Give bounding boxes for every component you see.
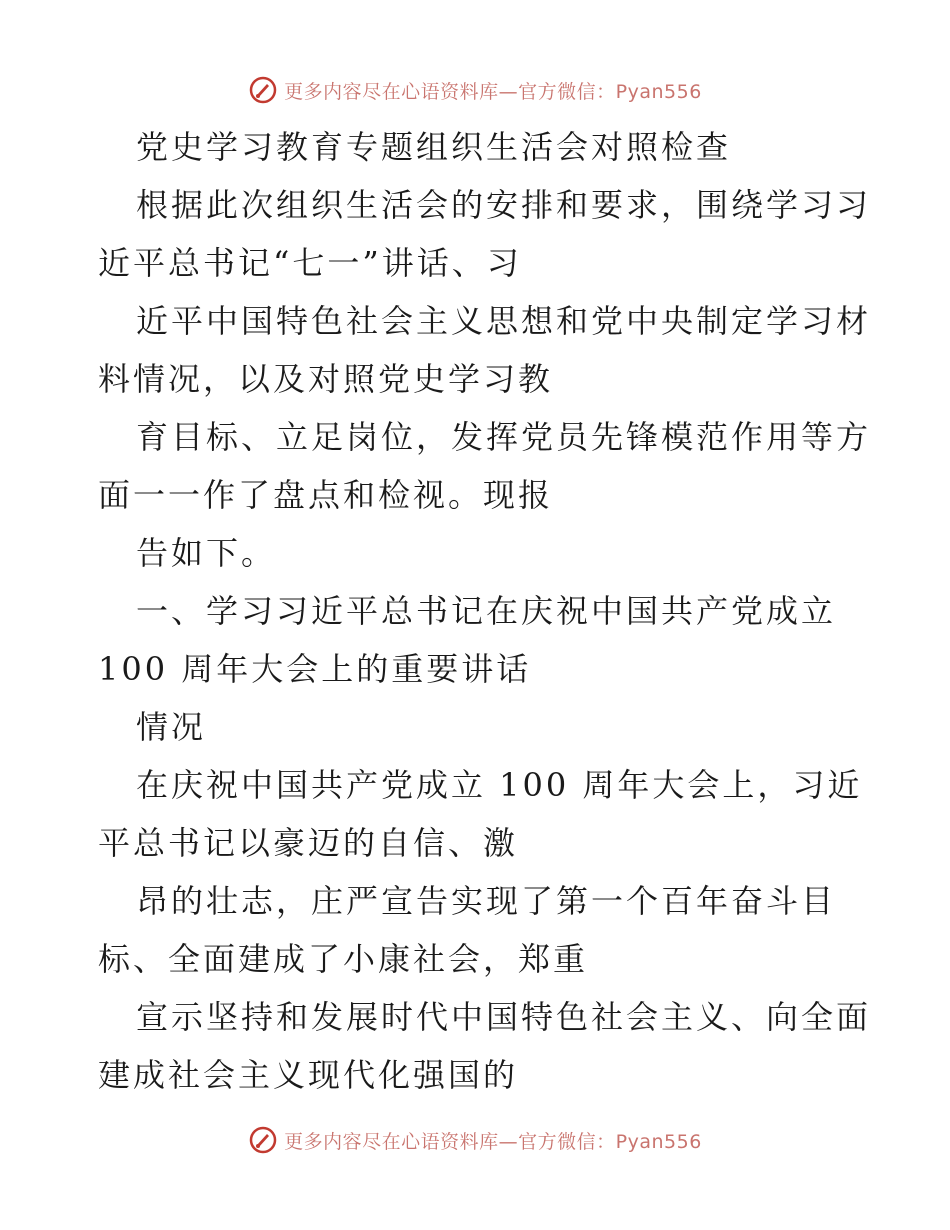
watermark-text: 更多内容尽在心语资料库—官方微信：Pyan556 [284, 80, 702, 103]
section-heading: 一、学习习近平总书记在庆祝中国共产党成立 [136, 592, 837, 630]
document-title: 党史学习教育专题组织生活会对照检查 [136, 128, 732, 166]
paragraph-line: 在庆祝中国共产党成立 100 周年大会上，习近 [136, 766, 863, 804]
paragraph-line: 育目标、立足岗位，发挥党员先锋模范作用等方 [136, 418, 872, 456]
paragraph-line: 告如下。 [136, 534, 277, 572]
paragraph-line: 平总书记以豪迈的自信、激 [98, 824, 519, 862]
paragraph-line: 近平总书记“七一”讲话、习 [98, 244, 522, 282]
paragraph-line: 宣示坚持和发展时代中国特色社会主义、向全面 [136, 998, 872, 1036]
paragraph-line: 建成社会主义现代化强国的 [98, 1056, 519, 1094]
document-body [98, 118, 872, 1104]
paragraph-line: 标、全面建成了小康社会，郑重 [98, 940, 589, 978]
paragraph-line: 面一一作了盘点和检视。现报 [98, 476, 554, 514]
logo-icon [248, 1125, 278, 1155]
header-watermark [0, 70, 950, 110]
paragraph-line: 根据此次组织生活会的安排和要求，围绕学习习 [136, 186, 872, 224]
section-heading: 100 周年大会上的重要讲话 [98, 650, 532, 688]
watermark-text: 更多内容尽在心语资料库—官方微信：Pyan556 [284, 1130, 702, 1153]
paragraph-line: 近平中国特色社会主义思想和党中央制定学习材 [136, 302, 872, 340]
footer-watermark [0, 1120, 950, 1160]
paragraph-line: 昂的壮志，庄严宣告实现了第一个百年奋斗目 [136, 882, 837, 920]
logo-icon [248, 75, 278, 105]
paragraph-line: 料情况，以及对照党史学习教 [98, 360, 554, 398]
section-heading: 情况 [136, 708, 207, 746]
